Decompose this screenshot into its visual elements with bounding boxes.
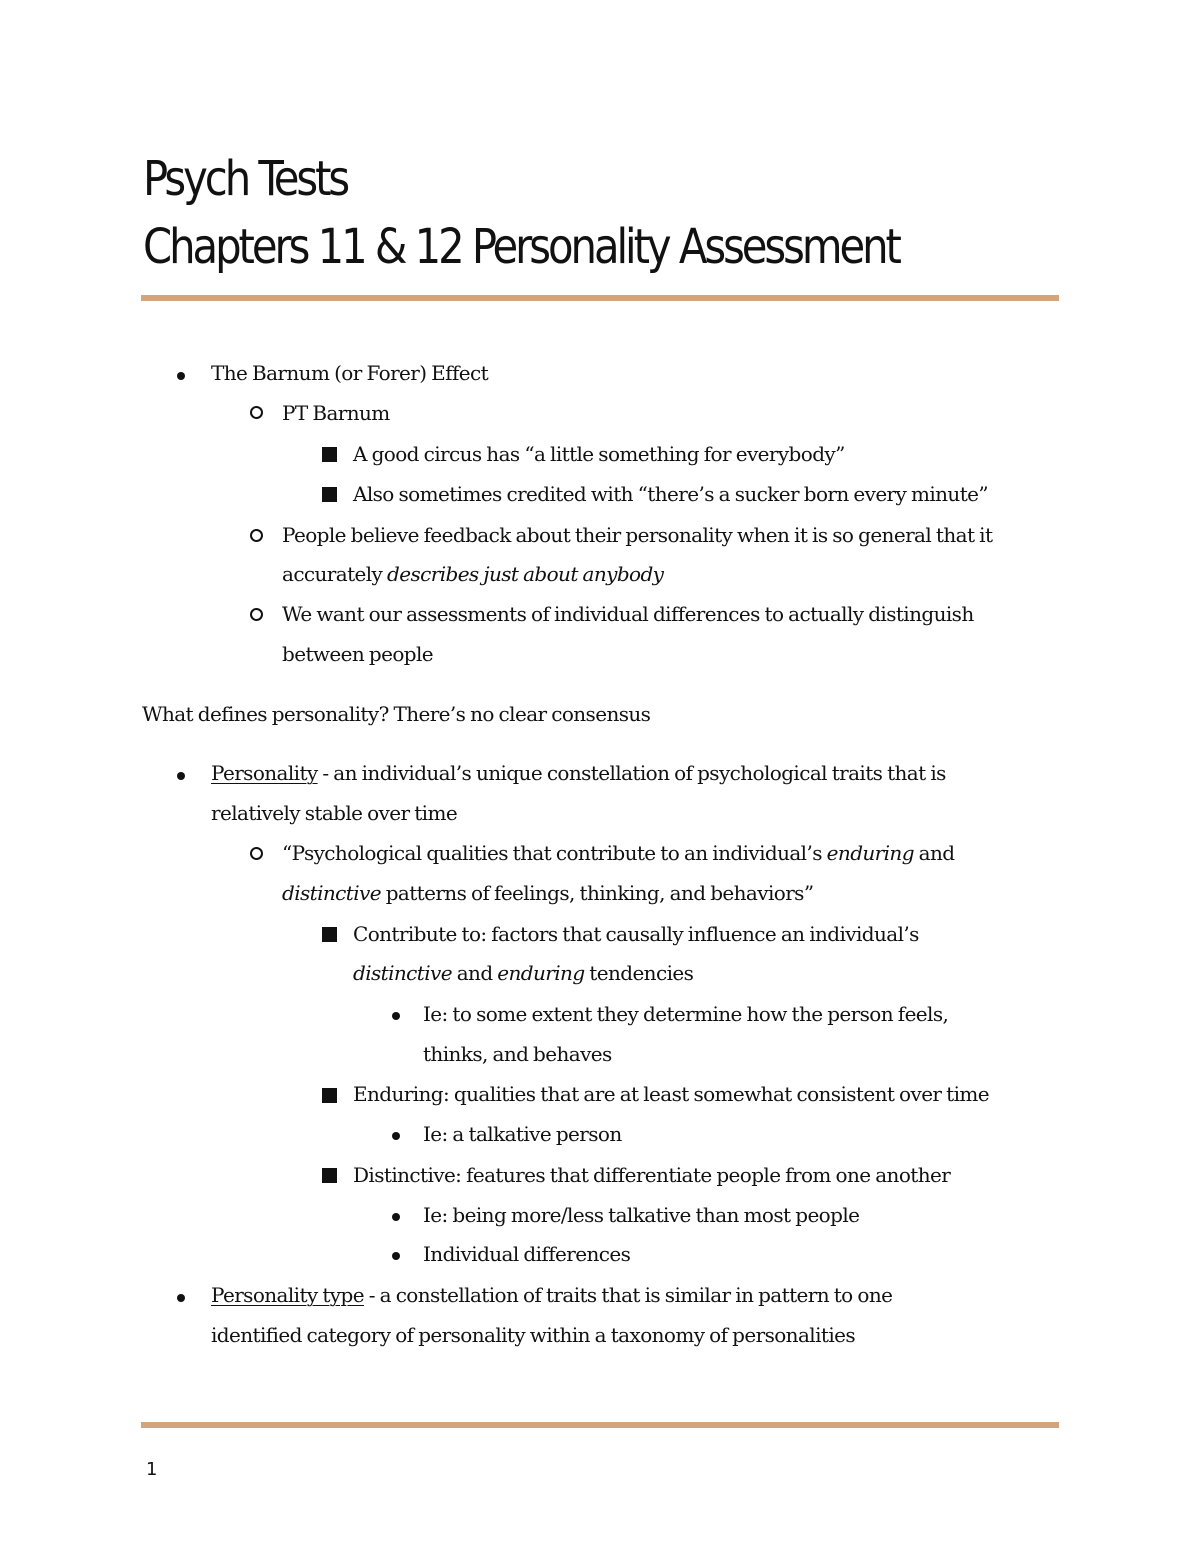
bullet-circle-icon (250, 529, 263, 542)
bullet-circle-icon (250, 847, 263, 860)
header-divider (141, 295, 1059, 301)
list-item-contribute-line2: distinctive and enduring tendencies (353, 961, 694, 985)
bullet-dot-icon (392, 1213, 400, 1221)
list-item-enduring: Enduring: qualities that are at least somewhat consistent over time (353, 1082, 989, 1106)
emphasis-text: enduring (826, 841, 914, 865)
bullet-dot-icon (392, 1252, 400, 1260)
list-item-personality-type-line1: Personality type - a constellation of traits that is similar in pattern to one (211, 1283, 893, 1307)
bullet-dot-icon (392, 1012, 400, 1020)
body-paragraph: What defines personality? There’s no clear consensus (142, 702, 651, 726)
document-subtitle: Chapters 11 & 12 Personality Assessment (143, 219, 899, 275)
list-item-distinctive: Distinctive: features that differentiate people from one another (353, 1163, 951, 1187)
emphasis-text: enduring (497, 961, 585, 985)
page-number: 1 (146, 1459, 158, 1480)
bullet-square-icon (322, 447, 337, 462)
term-personality-type: Personality type (211, 1283, 364, 1307)
bullet-dot-icon (177, 772, 185, 780)
emphasis-text: distinctive (353, 961, 452, 985)
bullet-square-icon (322, 1168, 337, 1183)
list-item-assessments-line2: between people (282, 642, 434, 666)
bullet-square-icon (322, 927, 337, 942)
list-item-pt-barnum: PT Barnum (282, 401, 390, 425)
list-item-personality-type-line2: identified category of personality within a taxonomy of personalities (211, 1323, 856, 1347)
bullet-dot-icon (177, 372, 185, 380)
list-item-determine-line2: thinks, and behaves (423, 1042, 612, 1066)
bullet-dot-icon (392, 1132, 400, 1140)
term-personality: Personality (211, 761, 318, 785)
list-item-personality-line1: Personality - an individual’s unique constellation of psychological traits that is (211, 761, 946, 785)
list-item-contribute-line1: Contribute to: factors that causally influence an individual’s (353, 922, 919, 946)
list-item-feedback-line1: People believe feedback about their personality when it is so general that it (282, 523, 993, 547)
bullet-circle-icon (250, 406, 263, 419)
list-item-determine-line1: Ie: to some extent they determine how the person feels, (423, 1002, 949, 1026)
list-item-qualities-line1: “Psychological qualities that contribute to an individual’s enduring and (282, 841, 955, 865)
bullet-square-icon (322, 487, 337, 502)
list-item-personality-line2: relatively stable over time (211, 801, 458, 825)
document-title: Psych Tests (143, 151, 348, 207)
bullet-circle-icon (250, 608, 263, 621)
emphasis-text: describes just about anybody (387, 562, 664, 586)
footer-divider (141, 1422, 1059, 1428)
list-item-individual-differences: Individual differences (423, 1242, 631, 1266)
list-item-assessments-line1: We want our assessments of individual differences to actually distinguish (282, 602, 974, 626)
list-item-circus-quote: A good circus has “a little something for everybody” (353, 442, 845, 466)
list-item-barnum-effect: The Barnum (or Forer) Effect (211, 361, 489, 385)
list-item-talkative: Ie: a talkative person (423, 1122, 622, 1146)
bullet-dot-icon (177, 1294, 185, 1302)
bullet-square-icon (322, 1088, 337, 1103)
list-item-qualities-line2: distinctive patterns of feelings, thinking, and behaviors” (282, 881, 814, 905)
list-item-more-less-talkative: Ie: being more/less talkative than most people (423, 1203, 860, 1227)
list-item-feedback-line2: accurately describes just about anybody (282, 562, 664, 586)
list-item-sucker-quote: Also sometimes credited with “there’s a sucker born every minute” (353, 482, 988, 506)
emphasis-text: distinctive (282, 881, 381, 905)
